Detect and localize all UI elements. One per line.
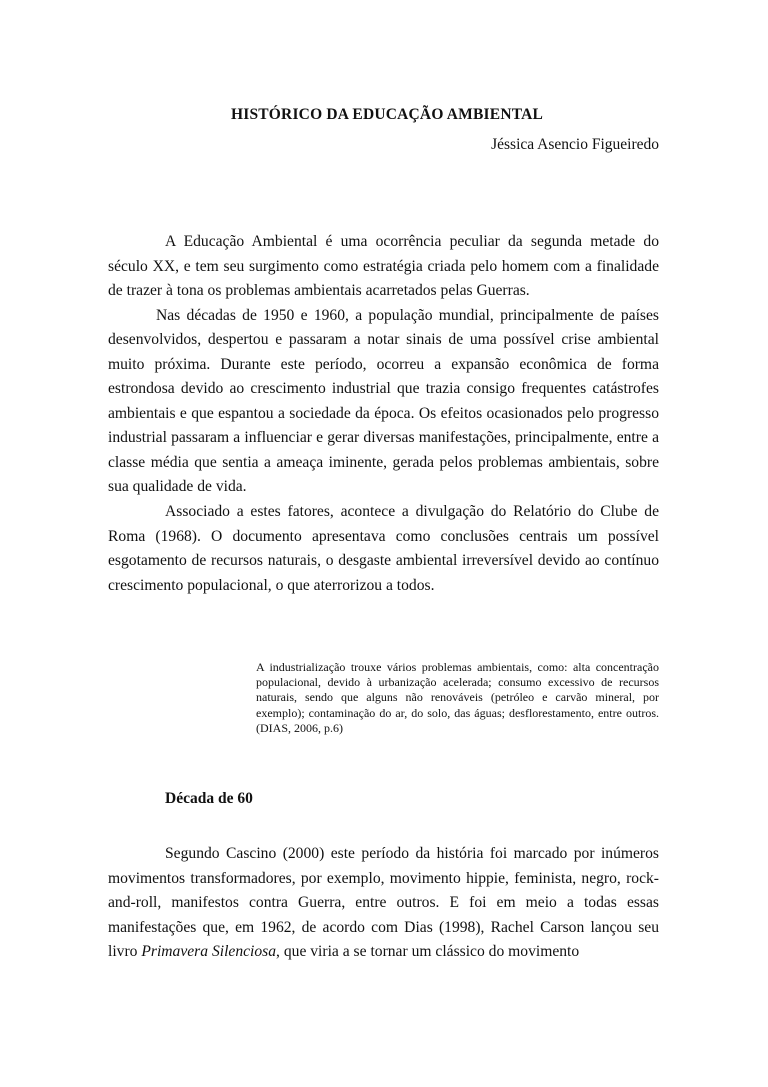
document-title: HISTÓRICO DA EDUCAÇÃO AMBIENTAL xyxy=(230,106,544,123)
block-quote: A industrialização trouxe vários problemas ambientais, como: alta concentração populacional, devido à urbanização acelerada; consumo excessivo de recursos naturais, sendo que alguns não renováveis (petróleo e carvão mineral, por exemplo); contaminação do ar, do solo, das águas; desflorestamento, entre outros. (DIAS, 2006, p.6) xyxy=(256,660,659,735)
section-body xyxy=(108,842,659,965)
paragraph-cascino xyxy=(108,842,659,965)
paragraph-cascino-end: , que viria a se tornar um clássico do movimento xyxy=(276,943,580,961)
intro-section xyxy=(108,230,659,598)
paragraph-decades: Nas décadas de 1950 e 1960, a população mundial, principalmente de países desenvolvidos, despertou e passaram a notar sinais de uma possível crise ambiental muito próxima. Durante este período, ocorreu a expansão econômica de forma estrondosa devido ao crescimento industrial que trazia consigo frequentes catástrofes ambientais e que espantou a sociedade da época. Os efeitos ocasionados pelo progresso industrial passaram a influenciar e gerar diversas manifestações, principalmente, entre a classe média que sentia a ameaça iminente, gerada pelos problemas ambientais, sobre sua qualidade de vida. xyxy=(108,306,659,496)
author-name: Jéssica Asencio Figueiredo xyxy=(491,136,659,153)
section-heading: Década de 60 xyxy=(165,790,253,807)
paragraph-intro: A Educação Ambiental é uma ocorrência peculiar da segunda metade do século XX, e tem seu surgimento como estratégia criada pelo homem com a finalidade de trazer à tona os problemas ambientais acarretados pelas Guerras. xyxy=(108,233,659,300)
paragraph-cascino-start: Segundo Cascino (2000) este período da história foi marcado por inúmeros movimentos transformadores, por exemplo, movimento hippie, feminista, negro, rock-and-roll, manifestos contra Guerra, entre outros. E foi em meio a todas essas manifestações que, em 1962, de acordo com Dias (1998), Rachel Carson lançou seu livro xyxy=(108,845,659,961)
paragraph-club-of-rome: Associado a estes fatores, acontece a divulgação do Relatório do Clube de Roma (1968). O documento apresentava como conclusões centrais um possível esgotamento de recursos naturais, o desgaste ambiental irreversível devido ao contínuo crescimento populacional, o que aterrorizou a todos. xyxy=(108,503,659,594)
book-title: Primavera Silenciosa xyxy=(141,943,277,961)
